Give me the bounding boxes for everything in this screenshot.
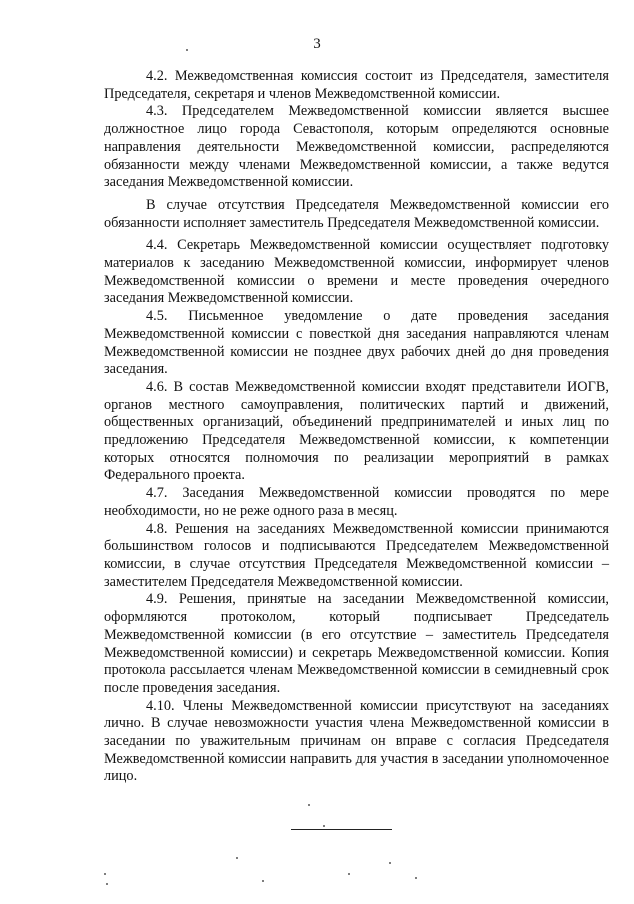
scan-speck <box>348 873 350 875</box>
end-of-text-line <box>291 829 392 830</box>
paragraph-4-2: 4.2. Межведомственная комиссия состоит из Председателя, заместителя Председателя, секретаря и членов Межведомственной комиссии. <box>104 68 609 102</box>
paragraph-4-7: 4.7. Заседания Межведомственной комиссии проводятся по мере необходимости, но не реже одного раза в месяц. <box>104 485 609 519</box>
paragraph-4-5: 4.5. Письменное уведомление о дате проведения заседания Межведомственной комиссии с повесткой дня заседания направляются членам Межведомственной комиссии не позднее двух рабочих дней до дня проведения заседания. <box>104 308 609 378</box>
paragraph-4-6: 4.6. В состав Межведомственной комиссии входят представители ИОГВ, органов местного самоуправления, политических партий и движений, общественных организаций, объединений предпринимателей и иных лиц по предложению Председателя Межведомственной комиссии, к компетенции которых относятся полномочия по реализации мероприятий в рамках Федерального проекта. <box>104 378 609 484</box>
paragraph-4-3-absence: В случае отсутствия Председателя Межведомственной комиссии его обязанности исполняет заместитель Председателя Межведомственной комиссии. <box>104 196 609 231</box>
document-body <box>104 68 609 786</box>
scan-speck <box>323 825 325 827</box>
scan-speck <box>106 883 108 885</box>
scan-speck <box>308 804 310 806</box>
page-number: 3 <box>313 36 321 52</box>
paragraph-4-4: 4.4. Секретарь Межведомственной комиссии осуществляет подготовку материалов к заседанию Межведомственной комиссии, информирует членов Межведомственной комиссии о времени и месте проведения очередного заседания Межведомственной комиссии. <box>104 237 609 307</box>
scan-speck <box>389 862 391 864</box>
paragraph-4-10: 4.10. Члены Межведомственной комиссии присутствуют на заседаниях лично. В случае невозможности участия члена Межведомственной комиссии в заседании по уважительным причинам он вправе с согласия Председателя Межведомственной комиссии направить для участия в заседании уполномоченное лицо. <box>104 697 609 785</box>
scan-speck <box>262 880 264 882</box>
scan-speck <box>236 857 238 859</box>
paragraph-4-8: 4.8. Решения на заседаниях Межведомственной комиссии принимаются большинством голосов и подписываются Председателем Межведомственной комиссии, в случае отсутствия Председателя Межведомственной комиссии – заместителем Председателя Межведомственной комиссии. <box>104 520 609 590</box>
paragraph-4-9: 4.9. Решения, принятые на заседании Межведомственной комиссии, оформляются протоколом, который подписывает Председатель Межведомственной комиссии (в его отсутствие – заместитель Председателя Межведомственной комиссии) и секретарь Межведомственной комиссии. Копия протокола рассылается членам Межведомственной комиссии в семидневный срок после проведения заседания. <box>104 591 609 696</box>
paragraph-4-3: 4.3. Председателем Межведомственной комиссии является высшее должностное лицо города Севастополя, которым определяются основные направления деятельности Межведомственной комиссии, распределяются обязанности между членами Межведомственной комиссии, а также ведутся заседания Межведомственной комиссии. <box>104 103 609 191</box>
scan-speck <box>104 873 106 875</box>
scan-speck <box>186 49 188 51</box>
scan-speck <box>415 877 417 879</box>
